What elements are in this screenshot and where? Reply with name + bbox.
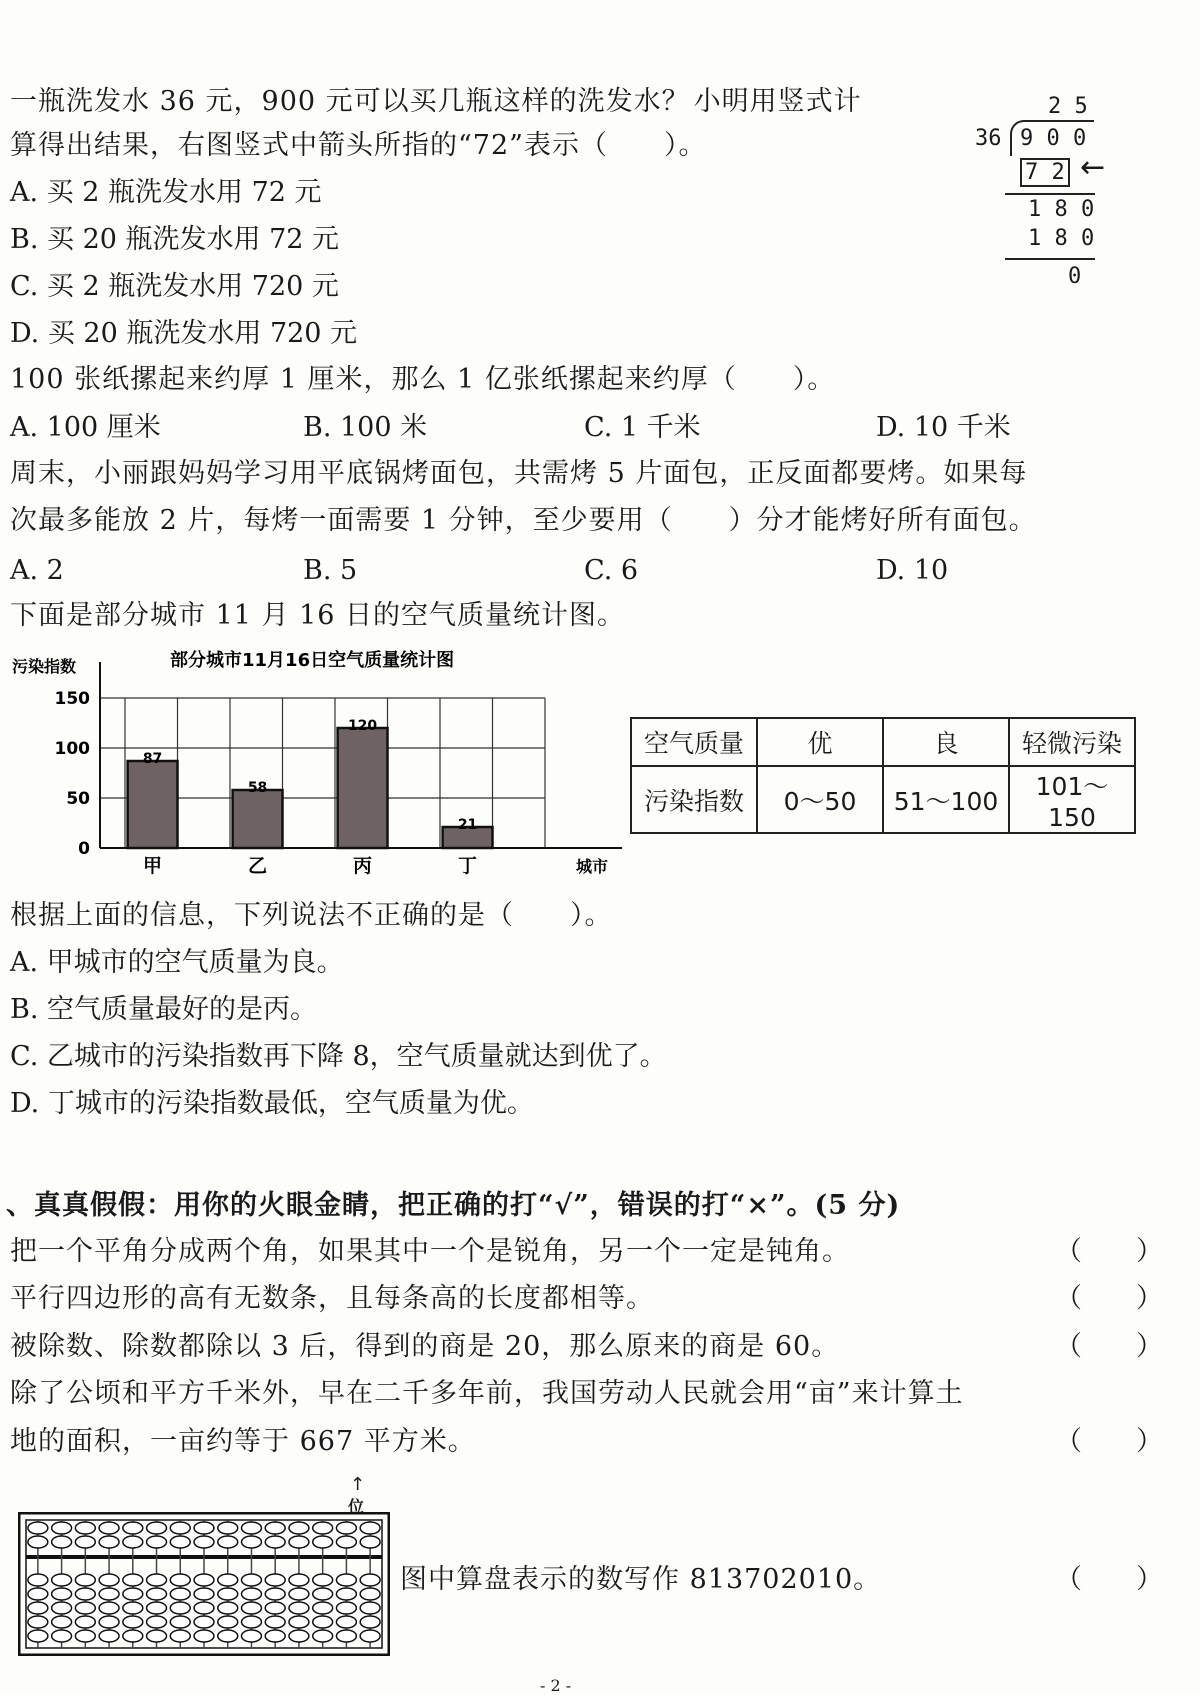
abacus-bead bbox=[336, 1522, 356, 1534]
division-boxed-72: 7 2 bbox=[1020, 158, 1070, 187]
abacus-bead bbox=[360, 1630, 380, 1642]
division-dividend: 9 0 0 bbox=[1020, 126, 1087, 151]
abacus-bead bbox=[147, 1536, 167, 1548]
q4-option-c: C. 乙城市的污染指数再下降 8，空气质量就达到优了。 bbox=[10, 1041, 667, 1072]
abacus-bead bbox=[75, 1616, 95, 1628]
air-quality-bar-chart bbox=[10, 648, 620, 888]
arrow-icon: ← bbox=[1080, 150, 1106, 185]
chart-xlabel: 城市 bbox=[576, 857, 609, 876]
abacus-bead bbox=[313, 1588, 333, 1600]
y-tick-label: 0 bbox=[78, 839, 90, 859]
abacus-bead bbox=[336, 1588, 356, 1600]
abacus-bead bbox=[170, 1536, 190, 1548]
abacus-bead bbox=[28, 1616, 48, 1628]
abacus-bead bbox=[218, 1630, 238, 1642]
abacus-bead bbox=[218, 1522, 238, 1534]
abacus-bead bbox=[313, 1630, 333, 1642]
bar bbox=[233, 790, 283, 848]
abacus-bead bbox=[265, 1602, 285, 1614]
abacus-bead bbox=[289, 1616, 309, 1628]
division-row1: 1 8 0 bbox=[1028, 197, 1095, 222]
tf-item-1: 把一个平角分成两个角，如果其中一个是锐角，另一个一定是钝角。 bbox=[10, 1236, 850, 1267]
abacus-bead bbox=[194, 1616, 214, 1628]
abacus-bead bbox=[336, 1630, 356, 1642]
answer-paren-5[interactable]: （ ） bbox=[1055, 1564, 1163, 1595]
q3-option-b: B. 5 bbox=[303, 555, 358, 586]
q4-intro: 下面是部分城市 11 月 16 日的空气质量统计图。 bbox=[10, 600, 626, 631]
abacus-bead bbox=[147, 1574, 167, 1586]
abacus-bead bbox=[265, 1522, 285, 1534]
abacus-bead bbox=[170, 1588, 190, 1600]
page-number: - 2 - bbox=[540, 1676, 572, 1695]
abacus-bead bbox=[265, 1630, 285, 1642]
q1-line2: 算得出结果，右图竖式中箭头所指的“72”表示（ ）。 bbox=[10, 130, 707, 161]
abacus-bead bbox=[265, 1588, 285, 1600]
data-label: 58 bbox=[247, 780, 268, 796]
q1-option-b: B. 买 20 瓶洗发水用 72 元 bbox=[10, 224, 340, 255]
abacus-bead bbox=[147, 1588, 167, 1600]
abacus bbox=[18, 1512, 390, 1656]
table-row bbox=[631, 766, 1135, 833]
x-tick-label: 甲 bbox=[143, 855, 163, 877]
abacus-bead bbox=[123, 1602, 143, 1614]
q4-stem: 根据上面的信息，下列说法不正确的是（ ）。 bbox=[10, 900, 613, 931]
abacus-bead bbox=[147, 1630, 167, 1642]
q2-option-a: A. 100 厘米 bbox=[10, 412, 161, 443]
abacus-bead bbox=[123, 1536, 143, 1548]
chart-ylabel: 污染指数 bbox=[12, 657, 77, 676]
abacus-bead bbox=[170, 1574, 190, 1586]
abacus-bead bbox=[360, 1616, 380, 1628]
x-tick-label: 丁 bbox=[458, 855, 478, 877]
abacus-bead bbox=[194, 1630, 214, 1642]
q1-line1: 一瓶洗发水 36 元，900 元可以买几瓶这样的洗发水？ 小明用竖式计 bbox=[10, 86, 862, 117]
q3-line2: 次最多能放 2 片，每烤一面需要 1 分钟，至少要用（ ）分才能烤好所有面包。 bbox=[10, 505, 1037, 536]
table-cell: 轻微污染 bbox=[1009, 718, 1135, 766]
abacus-bead bbox=[123, 1522, 143, 1534]
q2-stem: 100 张纸摞起来约厚 1 厘米，那么 1 亿张纸摞起来约厚（ ）。 bbox=[10, 364, 836, 395]
x-tick-label: 丙 bbox=[353, 855, 373, 877]
q4-option-d: D. 丁城市的污染指数最低，空气质量为优。 bbox=[10, 1088, 534, 1119]
abacus-bead bbox=[75, 1522, 95, 1534]
q3-option-c: C. 6 bbox=[584, 555, 639, 586]
abacus-bead bbox=[360, 1574, 380, 1586]
abacus-bead bbox=[360, 1522, 380, 1534]
abacus-bead bbox=[194, 1522, 214, 1534]
abacus-bead bbox=[241, 1616, 261, 1628]
table-cell: 污染指数 bbox=[631, 766, 757, 833]
abacus-bead bbox=[194, 1574, 214, 1586]
division-rule-2 bbox=[1005, 258, 1095, 260]
table-cell: 101～150 bbox=[1009, 766, 1135, 833]
abacus-bead bbox=[336, 1536, 356, 1548]
abacus-bead bbox=[99, 1574, 119, 1586]
abacus-label: 位 bbox=[348, 1497, 365, 1516]
abacus-bead bbox=[289, 1588, 309, 1600]
table-cell: 良 bbox=[883, 718, 1009, 766]
abacus-bead bbox=[241, 1630, 261, 1642]
abacus-bead bbox=[52, 1536, 72, 1548]
abacus-bead bbox=[52, 1588, 72, 1600]
abacus-bead bbox=[147, 1602, 167, 1614]
tf-item-5: 图中算盘表示的数写作 813702010。 bbox=[400, 1564, 882, 1595]
abacus-bead bbox=[336, 1602, 356, 1614]
q1-option-d: D. 买 20 瓶洗发水用 720 元 bbox=[10, 318, 358, 349]
q1-option-a: A. 买 2 瓶洗发水用 72 元 bbox=[10, 177, 322, 208]
tf-item-2: 平行四边形的高有无数条，且每条高的长度都相等。 bbox=[10, 1283, 654, 1314]
abacus-bead bbox=[170, 1602, 190, 1614]
y-tick-label: 50 bbox=[66, 789, 90, 809]
abacus-bead bbox=[241, 1588, 261, 1600]
abacus-bead bbox=[170, 1630, 190, 1642]
data-label: 120 bbox=[347, 718, 378, 734]
data-label: 87 bbox=[142, 751, 163, 767]
abacus-bead bbox=[28, 1588, 48, 1600]
q3-option-a: A. 2 bbox=[10, 555, 64, 586]
table-cell: 0～50 bbox=[757, 766, 883, 833]
bar bbox=[338, 728, 388, 848]
chart-title: 部分城市11月16日空气质量统计图 bbox=[170, 650, 455, 671]
y-tick-label: 150 bbox=[54, 689, 90, 709]
division-divisor: 36 bbox=[975, 126, 1002, 151]
abacus-bead bbox=[75, 1602, 95, 1614]
table-cell: 优 bbox=[757, 718, 883, 766]
q2-option-c: C. 1 千米 bbox=[584, 412, 701, 443]
abacus-bead bbox=[99, 1602, 119, 1614]
abacus-bead bbox=[241, 1522, 261, 1534]
abacus-bead bbox=[218, 1602, 238, 1614]
abacus-bead bbox=[360, 1536, 380, 1548]
abacus-bead bbox=[52, 1630, 72, 1642]
q2-option-b: B. 100 米 bbox=[303, 412, 428, 443]
division-row2: 1 8 0 bbox=[1028, 226, 1095, 251]
abacus-bead bbox=[99, 1588, 119, 1600]
abacus-bead bbox=[289, 1536, 309, 1548]
abacus-bead bbox=[147, 1616, 167, 1628]
abacus-bead bbox=[99, 1536, 119, 1548]
q3-option-d: D. 10 bbox=[876, 555, 949, 586]
tf-item-4-line1: 除了公顷和平方千米外，早在二千多年前，我国劳动人民就会用“亩”来计算土 bbox=[10, 1378, 964, 1409]
bar bbox=[128, 761, 178, 848]
abacus-bead bbox=[241, 1536, 261, 1548]
abacus-bead bbox=[241, 1574, 261, 1586]
abacus-bead bbox=[52, 1522, 72, 1534]
abacus-bead bbox=[313, 1522, 333, 1534]
table-cell: 空气质量 bbox=[631, 718, 757, 766]
abacus-bead bbox=[52, 1574, 72, 1586]
abacus-bead bbox=[28, 1536, 48, 1548]
abacus-bead bbox=[99, 1630, 119, 1642]
table-header-row bbox=[631, 718, 1135, 766]
abacus-arrow: ↑ bbox=[350, 1474, 366, 1495]
abacus-bead bbox=[147, 1522, 167, 1534]
q1-option-c: C. 买 2 瓶洗发水用 720 元 bbox=[10, 271, 339, 302]
division-quotient: 2 5 bbox=[1048, 94, 1088, 119]
abacus-bead bbox=[75, 1630, 95, 1642]
abacus-bead bbox=[123, 1630, 143, 1642]
table-cell: 51～100 bbox=[883, 766, 1009, 833]
abacus-bead bbox=[313, 1616, 333, 1628]
abacus-bead bbox=[52, 1616, 72, 1628]
q3-line1: 周末，小丽跟妈妈学习用平底锅烤面包，共需烤 5 片面包，正反面都要烤。如果每 bbox=[10, 458, 1028, 489]
abacus-bead bbox=[289, 1602, 309, 1614]
abacus-bead bbox=[170, 1522, 190, 1534]
abacus-bead bbox=[194, 1536, 214, 1548]
abacus-bead bbox=[194, 1602, 214, 1614]
abacus-bead bbox=[360, 1602, 380, 1614]
abacus-bead bbox=[28, 1574, 48, 1586]
abacus-bead bbox=[336, 1616, 356, 1628]
abacus-bead bbox=[75, 1588, 95, 1600]
abacus-bead bbox=[218, 1616, 238, 1628]
answer-paren-3[interactable]: （ ） bbox=[1055, 1331, 1163, 1362]
abacus-bead bbox=[289, 1630, 309, 1642]
abacus-bead bbox=[313, 1602, 333, 1614]
abacus-bead bbox=[99, 1522, 119, 1534]
answer-paren-4[interactable]: （ ） bbox=[1055, 1426, 1163, 1457]
abacus-bead bbox=[313, 1574, 333, 1586]
abacus-bead bbox=[265, 1574, 285, 1586]
abacus-bead bbox=[194, 1588, 214, 1600]
tf-item-4-line2: 地的面积，一亩约等于 667 平方米。 bbox=[10, 1426, 476, 1457]
y-tick-label: 100 bbox=[54, 739, 90, 759]
abacus-bead bbox=[289, 1522, 309, 1534]
tf-item-3: 被除数、除数都除以 3 后，得到的商是 20，那么原来的商是 60。 bbox=[10, 1331, 840, 1362]
abacus-bead bbox=[289, 1574, 309, 1586]
air-quality-table bbox=[630, 717, 1136, 834]
abacus-bead bbox=[52, 1602, 72, 1614]
abacus-bead bbox=[265, 1536, 285, 1548]
abacus-bead bbox=[28, 1630, 48, 1642]
section2-title: 、真真假假：用你的火眼金睛，把正确的打“√”，错误的打“×”。(5 分) bbox=[6, 1190, 901, 1221]
answer-paren-1[interactable]: （ ） bbox=[1055, 1236, 1163, 1267]
abacus-bead bbox=[28, 1602, 48, 1614]
abacus-bead bbox=[360, 1588, 380, 1600]
abacus-bead bbox=[265, 1616, 285, 1628]
data-label: 21 bbox=[457, 817, 478, 833]
abacus-bead bbox=[123, 1588, 143, 1600]
abacus-bead bbox=[241, 1602, 261, 1614]
q4-option-a: A. 甲城市的空气质量为良。 bbox=[10, 947, 344, 978]
abacus-bead bbox=[123, 1574, 143, 1586]
abacus-bead bbox=[28, 1522, 48, 1534]
q4-option-b: B. 空气质量最好的是丙。 bbox=[10, 994, 318, 1025]
abacus-bead bbox=[218, 1536, 238, 1548]
division-rule-1 bbox=[1005, 193, 1095, 195]
q2-option-d: D. 10 千米 bbox=[876, 412, 1011, 443]
abacus-bead bbox=[313, 1536, 333, 1548]
division-remainder: 0 bbox=[1068, 264, 1082, 289]
abacus-bead bbox=[218, 1574, 238, 1586]
x-tick-label: 乙 bbox=[248, 855, 268, 877]
abacus-bead bbox=[99, 1616, 119, 1628]
abacus-bead bbox=[123, 1616, 143, 1628]
abacus-bead bbox=[75, 1536, 95, 1548]
abacus-bead bbox=[75, 1574, 95, 1586]
answer-paren-2[interactable]: （ ） bbox=[1055, 1283, 1163, 1314]
abacus-bead bbox=[336, 1574, 356, 1586]
abacus-bead bbox=[170, 1616, 190, 1628]
abacus-bead bbox=[218, 1588, 238, 1600]
